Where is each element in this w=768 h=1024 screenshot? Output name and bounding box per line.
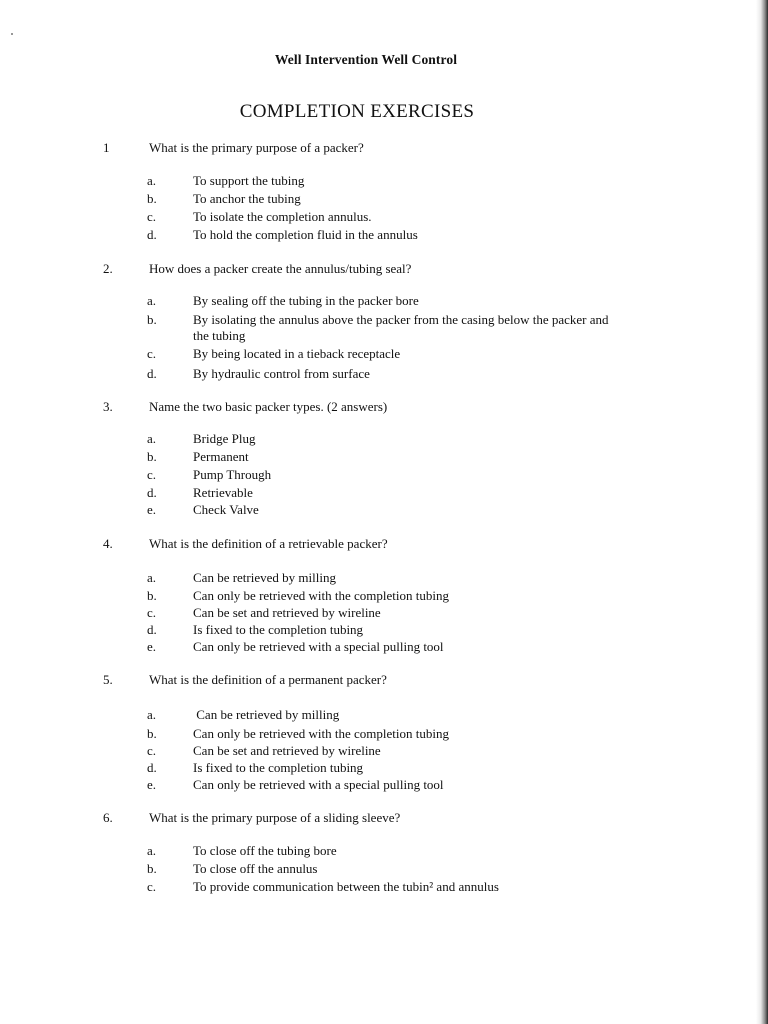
option-letter: a. <box>147 843 157 858</box>
option-text: Can only be retrieved with the completion tubing <box>193 726 449 741</box>
option-text: Can only be retrieved with the completion tubing <box>193 588 449 603</box>
option-letter: b. <box>147 861 157 876</box>
document-header: Well Intervention Well Control <box>274 52 458 67</box>
option-letter: a. <box>147 431 157 446</box>
option-text: By hydraulic control from surface <box>193 366 370 381</box>
option-letter: a. <box>147 293 157 308</box>
option-letter: d. <box>147 622 157 637</box>
option-text: Bridge Plug <box>193 431 256 446</box>
option-text: Can be retrieved by milling <box>193 707 340 722</box>
option-text: Check Valve <box>193 502 259 517</box>
question-text: What is the definition of a permanent packer? <box>149 672 387 687</box>
option-letter: c. <box>147 743 157 758</box>
option-letter: d. <box>147 760 157 775</box>
option-text: Can be retrieved by milling <box>193 570 336 585</box>
option-letter: c. <box>147 879 157 894</box>
option-text: Can only be retrieved with a special pulling tool <box>193 639 444 654</box>
question-text: Name the two basic packer types. (2 answers) <box>149 399 388 414</box>
question-number: 3. <box>103 399 113 414</box>
page-title: COMPLETION EXERCISES <box>239 101 475 122</box>
question-text: What is the primary purpose of a packer? <box>149 140 364 155</box>
option-letter: b. <box>147 449 157 464</box>
option-text: Permanent <box>193 449 249 464</box>
question-number: 2. <box>103 261 113 276</box>
option-text: By being located in a tieback receptacle <box>193 346 401 361</box>
question-number: 5. <box>103 672 113 687</box>
option-letter: e. <box>147 502 157 517</box>
option-letter: e. <box>147 639 157 654</box>
option-letter: b. <box>147 312 157 327</box>
option-text: Is fixed to the completion tubing <box>193 622 364 637</box>
question-number: 4. <box>103 536 113 551</box>
option-letter: b. <box>147 191 157 206</box>
option-letter: c. <box>147 467 157 482</box>
question-text: How does a packer create the annulus/tubing seal? <box>149 261 412 276</box>
option-text: By isolating the annulus above the packer from the casing below the packer and the tubing <box>193 312 609 343</box>
option-text: To close off the annulus <box>193 861 318 876</box>
option-text: Can be set and retrieved by wireline <box>193 743 381 758</box>
option-text: Retrievable <box>193 485 253 500</box>
option-letter: b. <box>147 588 157 603</box>
option-letter: a. <box>147 173 157 188</box>
scan-edge-shadow <box>756 0 768 1024</box>
option-letter: d. <box>147 485 157 500</box>
option-text: To isolate the completion annulus. <box>193 209 372 224</box>
option-text: By sealing off the tubing in the packer bore <box>193 293 419 308</box>
option-letter: c. <box>147 605 157 620</box>
option-text: Is fixed to the completion tubing <box>193 760 364 775</box>
question-number: 1 <box>103 140 110 155</box>
question-number: 6. <box>103 810 113 825</box>
option-text: To close off the tubing bore <box>193 843 337 858</box>
option-letter: d. <box>147 227 157 242</box>
option-letter: c. <box>147 209 157 224</box>
question-text: What is the definition of a retrievable packer? <box>149 536 388 551</box>
option-letter: a. <box>147 707 157 722</box>
option-letter: d. <box>147 366 157 381</box>
option-letter: c. <box>147 346 157 361</box>
option-text: Can only be retrieved with a special pulling tool <box>193 777 444 792</box>
option-text: Pump Through <box>193 467 272 482</box>
option-text: Can be set and retrieved by wireline <box>193 605 381 620</box>
option-text: To support the tubing <box>193 173 305 188</box>
option-text: To hold the completion fluid in the annulus <box>193 227 418 242</box>
question-text: What is the primary purpose of a sliding sleeve? <box>149 810 401 825</box>
option-text: To anchor the tubing <box>193 191 301 206</box>
scan-speck <box>11 33 13 35</box>
option-text: To provide communication between the tubin² and annulus <box>193 879 499 894</box>
option-letter: b. <box>147 726 157 741</box>
option-letter: e. <box>147 777 157 792</box>
option-letter: a. <box>147 570 157 585</box>
